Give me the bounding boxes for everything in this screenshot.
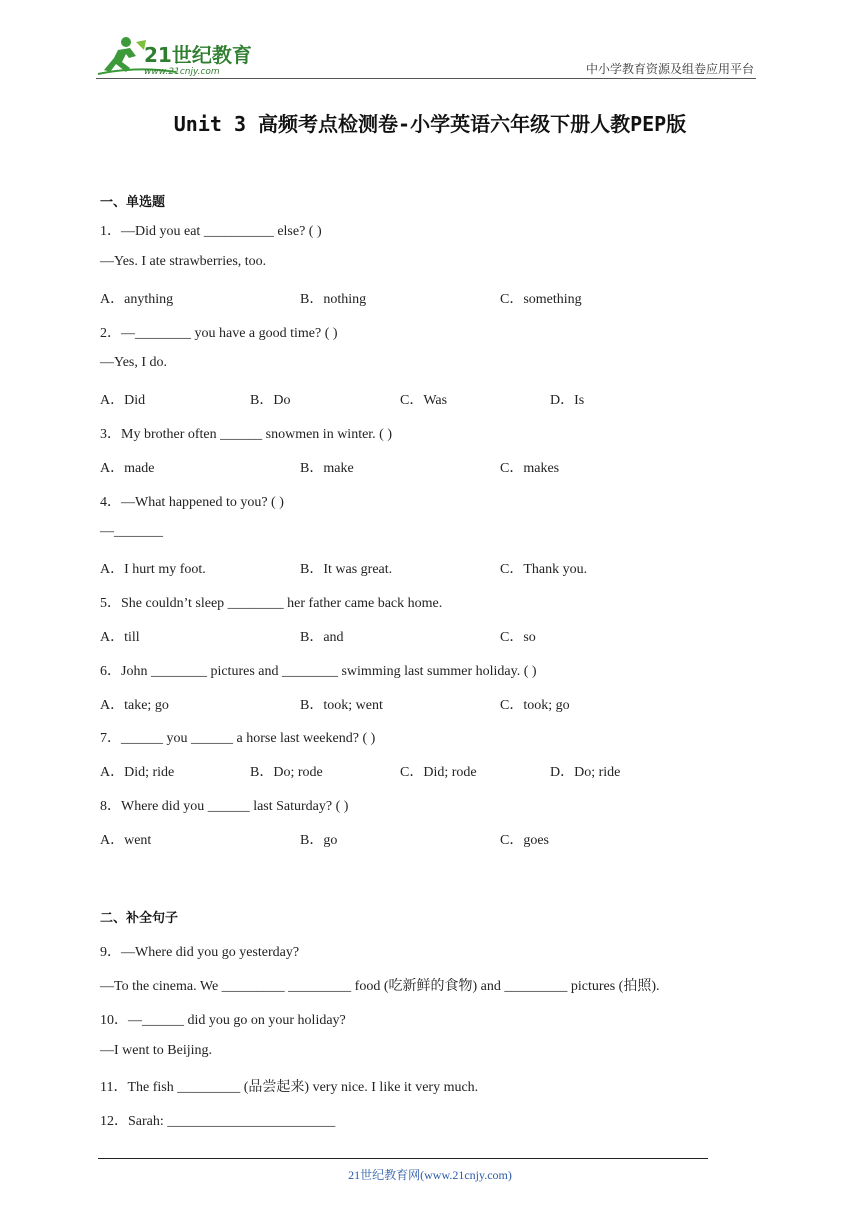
option-row — [100, 694, 740, 712]
option-b[interactable]: B．took; went — [300, 698, 383, 713]
site-logo — [96, 34, 256, 80]
header-divider — [96, 78, 756, 79]
option-c[interactable]: C．something — [500, 292, 582, 307]
option-c[interactable]: C．Was — [400, 393, 448, 408]
header-slogan: 中小学教育资源及组卷应用平台 — [585, 62, 754, 76]
logo-icon — [96, 34, 256, 80]
option-row — [100, 288, 740, 306]
option-a[interactable]: A．went — [100, 833, 152, 848]
question-line: 3．My brother often ______ snowmen in winter. ( ) — [100, 427, 393, 442]
option-b[interactable]: B．and — [300, 630, 344, 645]
option-c[interactable]: C．makes — [500, 461, 560, 476]
question-line: 1．—Did you eat __________ else? ( ) — [100, 224, 322, 239]
option-a[interactable]: A．Did; ride — [100, 765, 175, 780]
option-c[interactable]: C．took; go — [500, 698, 570, 713]
question-line: 11．The fish _________ (品尝起来) very nice. I like it very much. — [100, 1080, 479, 1095]
option-a[interactable]: A．anything — [100, 292, 174, 307]
option-d[interactable]: D．Do; ride — [550, 765, 621, 780]
option-c[interactable]: C．Did; rode — [400, 765, 477, 780]
logo-text: 21世纪教育 — [144, 43, 252, 67]
question-line: 6．John ________ pictures and ________ swimming last summer holiday. ( ) — [100, 664, 537, 679]
page-title: Unit 3 高频考点检测卷-小学英语六年级下册人教PEP版 — [173, 112, 687, 136]
option-a[interactable]: A．I hurt my foot. — [100, 562, 206, 577]
option-a[interactable]: A．Did — [100, 393, 146, 408]
option-row — [100, 829, 740, 847]
option-b[interactable]: B．make — [300, 461, 354, 476]
option-b[interactable]: B．Do — [250, 393, 291, 408]
option-b[interactable]: B．Do; rode — [250, 765, 323, 780]
question-line: —To the cinema. We _________ _________ food (吃新鲜的食物) and _________ pictures (拍照). — [100, 979, 660, 994]
footer-divider — [98, 1158, 708, 1159]
option-a[interactable]: A．take; go — [100, 698, 169, 713]
logo-url: www.21cnjy.com — [144, 67, 220, 77]
option-b[interactable]: B．go — [300, 833, 338, 848]
question-line: 7．______ you ______ a horse last weekend? ( ) — [100, 731, 376, 746]
question-line: 9．—Where did you go yesterday? — [100, 945, 300, 960]
question-line: 12．Sarah: ________________________ — [100, 1114, 336, 1129]
option-row — [100, 558, 740, 576]
question-line: 10．—______ did you go on your holiday? — [100, 1013, 346, 1028]
question-line: 5．She couldn’t sleep ________ her father came back home. — [100, 596, 443, 611]
question-line: —_______ — [100, 524, 163, 539]
option-a[interactable]: A．till — [100, 630, 140, 645]
section-heading: 二、补全句子 — [100, 911, 179, 926]
option-c[interactable]: C．so — [500, 630, 536, 645]
option-c[interactable]: C．goes — [500, 833, 549, 848]
question-line: 8．Where did you ______ last Saturday? ( ) — [100, 799, 349, 814]
option-b[interactable]: B．It was great. — [300, 562, 393, 577]
question-line: 4．—What happened to you? ( ) — [100, 495, 284, 510]
option-d[interactable]: D．Is — [550, 393, 585, 408]
footer-link[interactable]: 21世纪教育网(www.21cnjy.com) — [348, 1168, 512, 1182]
question-line: —Yes. I ate strawberries, too. — [100, 254, 267, 269]
option-row — [100, 389, 740, 407]
option-row — [100, 626, 740, 644]
option-row — [100, 457, 740, 475]
section-heading: 一、单选题 — [100, 195, 166, 210]
question-line: 2．—________ you have a good time? ( ) — [100, 326, 338, 341]
option-row — [100, 761, 740, 779]
question-line: —I went to Beijing. — [100, 1043, 212, 1058]
option-b[interactable]: B．nothing — [300, 292, 367, 307]
option-c[interactable]: C．Thank you. — [500, 562, 588, 577]
question-line: —Yes, I do. — [100, 355, 168, 370]
option-a[interactable]: A．made — [100, 461, 155, 476]
